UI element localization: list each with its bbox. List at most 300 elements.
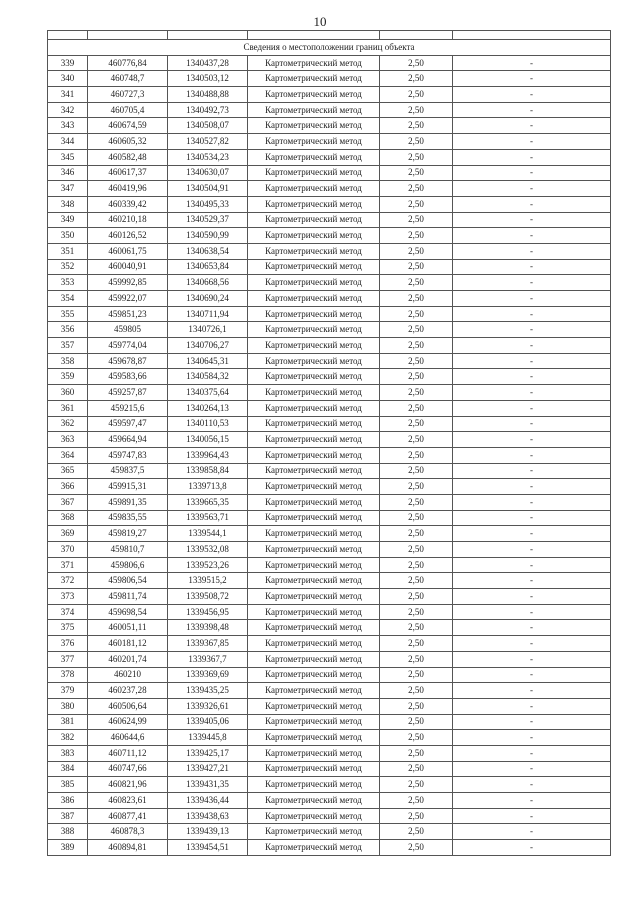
x-coordinate-cell: 459811,74 — [88, 589, 168, 605]
description-cell: - — [453, 338, 611, 354]
y-coordinate-cell: 1340110,53 — [168, 416, 248, 432]
accuracy-cell: 2,50 — [380, 526, 453, 542]
accuracy-cell: 2,50 — [380, 118, 453, 134]
method-cell: Картометрический метод — [248, 243, 380, 259]
table-row — [48, 510, 611, 526]
table-row — [48, 604, 611, 620]
table-row — [48, 400, 611, 416]
x-coordinate-cell: 459597,47 — [88, 416, 168, 432]
table-row — [48, 228, 611, 244]
point-number-cell: 343 — [48, 118, 88, 134]
accuracy-cell: 2,50 — [380, 604, 453, 620]
point-number-cell: 388 — [48, 824, 88, 840]
table-row — [48, 636, 611, 652]
table-row — [48, 306, 611, 322]
x-coordinate-cell: 460051,11 — [88, 620, 168, 636]
point-number-cell: 345 — [48, 149, 88, 165]
method-cell: Картометрический метод — [248, 730, 380, 746]
table-row — [48, 824, 611, 840]
point-number-cell: 359 — [48, 369, 88, 385]
y-coordinate-cell: 1339523,26 — [168, 557, 248, 573]
description-cell: - — [453, 683, 611, 699]
description-cell: - — [453, 730, 611, 746]
table-row — [48, 463, 611, 479]
description-cell: - — [453, 322, 611, 338]
accuracy-cell: 2,50 — [380, 71, 453, 87]
table-row — [48, 353, 611, 369]
accuracy-cell: 2,50 — [380, 87, 453, 103]
method-cell: Картометрический метод — [248, 808, 380, 824]
x-coordinate-cell: 459835,55 — [88, 510, 168, 526]
description-cell: - — [453, 840, 611, 856]
y-coordinate-cell: 1340508,07 — [168, 118, 248, 134]
y-coordinate-cell: 1339964,43 — [168, 447, 248, 463]
table-row — [48, 793, 611, 809]
point-number-cell: 342 — [48, 102, 88, 118]
accuracy-cell: 2,50 — [380, 557, 453, 573]
x-coordinate-cell: 460419,96 — [88, 181, 168, 197]
point-number-cell: 378 — [48, 667, 88, 683]
description-cell: - — [453, 667, 611, 683]
y-coordinate-cell: 1339427,21 — [168, 761, 248, 777]
table-row — [48, 149, 611, 165]
table-top-strip — [48, 31, 611, 40]
method-cell: Картометрический метод — [248, 259, 380, 275]
point-number-cell: 379 — [48, 683, 88, 699]
y-coordinate-cell: 1339438,63 — [168, 808, 248, 824]
description-cell: - — [453, 212, 611, 228]
method-cell: Картометрический метод — [248, 338, 380, 354]
table-row — [48, 212, 611, 228]
x-coordinate-cell: 460506,64 — [88, 698, 168, 714]
x-coordinate-cell: 460061,75 — [88, 243, 168, 259]
y-coordinate-cell: 1339405,06 — [168, 714, 248, 730]
y-coordinate-cell: 1340534,23 — [168, 149, 248, 165]
point-number-cell: 353 — [48, 275, 88, 291]
table-row — [48, 447, 611, 463]
method-cell: Картометрический метод — [248, 651, 380, 667]
point-number-cell: 376 — [48, 636, 88, 652]
y-coordinate-cell: 1340504,91 — [168, 181, 248, 197]
accuracy-cell: 2,50 — [380, 620, 453, 636]
y-coordinate-cell: 1340584,32 — [168, 369, 248, 385]
accuracy-cell: 2,50 — [380, 134, 453, 150]
table-row — [48, 369, 611, 385]
y-coordinate-cell: 1339431,35 — [168, 777, 248, 793]
accuracy-cell: 2,50 — [380, 275, 453, 291]
x-coordinate-cell: 459747,83 — [88, 447, 168, 463]
y-coordinate-cell: 1339367,7 — [168, 651, 248, 667]
accuracy-cell: 2,50 — [380, 824, 453, 840]
description-cell: - — [453, 87, 611, 103]
point-number-cell: 368 — [48, 510, 88, 526]
y-coordinate-cell: 1339515,2 — [168, 573, 248, 589]
method-cell: Картометрический метод — [248, 542, 380, 558]
point-number-cell: 374 — [48, 604, 88, 620]
point-number-cell: 385 — [48, 777, 88, 793]
description-cell: - — [453, 824, 611, 840]
point-number-cell: 361 — [48, 400, 88, 416]
table-row — [48, 730, 611, 746]
method-cell: Картометрический метод — [248, 526, 380, 542]
description-cell: - — [453, 291, 611, 307]
x-coordinate-cell: 460711,12 — [88, 745, 168, 761]
method-cell: Картометрический метод — [248, 306, 380, 322]
description-cell: - — [453, 432, 611, 448]
description-cell: - — [453, 275, 611, 291]
x-coordinate-cell: 460040,91 — [88, 259, 168, 275]
table-row — [48, 667, 611, 683]
description-cell: - — [453, 196, 611, 212]
x-coordinate-cell: 459774,04 — [88, 338, 168, 354]
y-coordinate-cell: 1340056,15 — [168, 432, 248, 448]
table-row — [48, 683, 611, 699]
method-cell: Картометрический метод — [248, 416, 380, 432]
point-number-cell: 349 — [48, 212, 88, 228]
method-cell: Картометрический метод — [248, 761, 380, 777]
method-cell: Картометрический метод — [248, 557, 380, 573]
point-number-cell: 362 — [48, 416, 88, 432]
x-coordinate-cell: 459664,94 — [88, 432, 168, 448]
method-cell: Картометрический метод — [248, 212, 380, 228]
table-row — [48, 275, 611, 291]
x-coordinate-cell: 459678,87 — [88, 353, 168, 369]
x-coordinate-cell: 460705,4 — [88, 102, 168, 118]
x-coordinate-cell: 460823,61 — [88, 793, 168, 809]
x-coordinate-cell: 460339,42 — [88, 196, 168, 212]
point-number-cell: 358 — [48, 353, 88, 369]
description-cell: - — [453, 149, 611, 165]
accuracy-cell: 2,50 — [380, 651, 453, 667]
accuracy-cell: 2,50 — [380, 730, 453, 746]
point-number-cell: 387 — [48, 808, 88, 824]
description-cell: - — [453, 620, 611, 636]
description-cell: - — [453, 651, 611, 667]
x-coordinate-cell: 460821,96 — [88, 777, 168, 793]
method-cell: Картометрический метод — [248, 667, 380, 683]
accuracy-cell: 2,50 — [380, 196, 453, 212]
y-coordinate-cell: 1340645,31 — [168, 353, 248, 369]
point-number-cell: 373 — [48, 589, 88, 605]
y-coordinate-cell: 1339425,17 — [168, 745, 248, 761]
y-coordinate-cell: 1340706,27 — [168, 338, 248, 354]
x-coordinate-cell: 460181,12 — [88, 636, 168, 652]
table-row — [48, 165, 611, 181]
point-number-cell: 351 — [48, 243, 88, 259]
y-coordinate-cell: 1340437,28 — [168, 55, 248, 71]
x-coordinate-cell: 460201,74 — [88, 651, 168, 667]
point-number-cell: 341 — [48, 87, 88, 103]
description-cell: - — [453, 463, 611, 479]
x-coordinate-cell: 460210 — [88, 667, 168, 683]
method-cell: Картометрический метод — [248, 510, 380, 526]
description-cell: - — [453, 416, 611, 432]
accuracy-cell: 2,50 — [380, 808, 453, 824]
x-coordinate-cell: 459805 — [88, 322, 168, 338]
accuracy-cell: 2,50 — [380, 714, 453, 730]
point-number-cell: 366 — [48, 479, 88, 495]
accuracy-cell: 2,50 — [380, 447, 453, 463]
point-number-cell: 381 — [48, 714, 88, 730]
point-number-cell: 354 — [48, 291, 88, 307]
method-cell: Картометрический метод — [248, 165, 380, 181]
accuracy-cell: 2,50 — [380, 259, 453, 275]
x-coordinate-cell: 460605,32 — [88, 134, 168, 150]
method-cell: Картометрический метод — [248, 134, 380, 150]
point-number-cell: 344 — [48, 134, 88, 150]
page-number: 10 — [313, 14, 327, 29]
method-cell: Картометрический метод — [248, 777, 380, 793]
method-cell: Картометрический метод — [248, 620, 380, 636]
table-row — [48, 338, 611, 354]
description-cell: - — [453, 494, 611, 510]
table-row — [48, 87, 611, 103]
x-coordinate-cell: 459891,35 — [88, 494, 168, 510]
description-cell: - — [453, 542, 611, 558]
table-row — [48, 102, 611, 118]
point-number-cell: 350 — [48, 228, 88, 244]
x-coordinate-cell: 460617,37 — [88, 165, 168, 181]
point-number-cell: 371 — [48, 557, 88, 573]
accuracy-cell: 2,50 — [380, 761, 453, 777]
accuracy-cell: 2,50 — [380, 353, 453, 369]
accuracy-cell: 2,50 — [380, 777, 453, 793]
boundary-table — [47, 30, 611, 856]
description-cell: - — [453, 181, 611, 197]
x-coordinate-cell: 459837,5 — [88, 463, 168, 479]
table-caption: Сведения о местоположении границ объекта — [48, 40, 611, 56]
table-row — [48, 589, 611, 605]
point-number-cell: 372 — [48, 573, 88, 589]
accuracy-cell: 2,50 — [380, 322, 453, 338]
x-coordinate-cell: 460748,7 — [88, 71, 168, 87]
table-row — [48, 416, 611, 432]
method-cell: Картометрический метод — [248, 87, 380, 103]
y-coordinate-cell: 1340495,33 — [168, 196, 248, 212]
x-coordinate-cell: 460237,28 — [88, 683, 168, 699]
method-cell: Картометрический метод — [248, 275, 380, 291]
point-number-cell: 377 — [48, 651, 88, 667]
table-caption-row — [48, 40, 611, 56]
y-coordinate-cell: 1339445,8 — [168, 730, 248, 746]
method-cell: Картометрический метод — [248, 494, 380, 510]
accuracy-cell: 2,50 — [380, 338, 453, 354]
description-cell: - — [453, 228, 611, 244]
method-cell: Картометрический метод — [248, 149, 380, 165]
y-coordinate-cell: 1340375,64 — [168, 385, 248, 401]
strip-cell — [88, 31, 168, 40]
description-cell: - — [453, 353, 611, 369]
table-row — [48, 761, 611, 777]
accuracy-cell: 2,50 — [380, 55, 453, 71]
table-row — [48, 557, 611, 573]
y-coordinate-cell: 1340690,24 — [168, 291, 248, 307]
method-cell: Картометрический метод — [248, 793, 380, 809]
method-cell: Картометрический метод — [248, 698, 380, 714]
method-cell: Картометрический метод — [248, 102, 380, 118]
table-row — [48, 134, 611, 150]
accuracy-cell: 2,50 — [380, 667, 453, 683]
x-coordinate-cell: 460624,99 — [88, 714, 168, 730]
x-coordinate-cell: 459583,66 — [88, 369, 168, 385]
x-coordinate-cell: 460776,84 — [88, 55, 168, 71]
description-cell: - — [453, 573, 611, 589]
table-row — [48, 698, 611, 714]
method-cell: Картометрический метод — [248, 385, 380, 401]
table-row — [48, 118, 611, 134]
table-row — [48, 196, 611, 212]
accuracy-cell: 2,50 — [380, 149, 453, 165]
description-cell: - — [453, 447, 611, 463]
x-coordinate-cell: 460878,3 — [88, 824, 168, 840]
accuracy-cell: 2,50 — [380, 510, 453, 526]
point-number-cell: 355 — [48, 306, 88, 322]
method-cell: Картометрический метод — [248, 322, 380, 338]
description-cell: - — [453, 479, 611, 495]
description-cell: - — [453, 243, 611, 259]
description-cell: - — [453, 761, 611, 777]
method-cell: Картометрический метод — [248, 118, 380, 134]
y-coordinate-cell: 1339398,48 — [168, 620, 248, 636]
description-cell: - — [453, 118, 611, 134]
method-cell: Картометрический метод — [248, 604, 380, 620]
method-cell: Картометрический метод — [248, 589, 380, 605]
accuracy-cell: 2,50 — [380, 542, 453, 558]
y-coordinate-cell: 1339369,69 — [168, 667, 248, 683]
description-cell: - — [453, 777, 611, 793]
y-coordinate-cell: 1340630,07 — [168, 165, 248, 181]
point-number-cell: 375 — [48, 620, 88, 636]
y-coordinate-cell: 1339454,51 — [168, 840, 248, 856]
table-row — [48, 432, 611, 448]
method-cell: Картометрический метод — [248, 353, 380, 369]
y-coordinate-cell: 1340668,56 — [168, 275, 248, 291]
x-coordinate-cell: 459257,87 — [88, 385, 168, 401]
accuracy-cell: 2,50 — [380, 212, 453, 228]
table-row — [48, 291, 611, 307]
description-cell: - — [453, 604, 611, 620]
method-cell: Картометрический метод — [248, 714, 380, 730]
y-coordinate-cell: 1339436,44 — [168, 793, 248, 809]
description-cell: - — [453, 134, 611, 150]
accuracy-cell: 2,50 — [380, 636, 453, 652]
table-row — [48, 745, 611, 761]
method-cell: Картометрический метод — [248, 55, 380, 71]
table-body — [48, 55, 611, 855]
point-number-cell: 367 — [48, 494, 88, 510]
y-coordinate-cell: 1339326,61 — [168, 698, 248, 714]
accuracy-cell: 2,50 — [380, 369, 453, 385]
point-number-cell: 364 — [48, 447, 88, 463]
x-coordinate-cell: 459851,23 — [88, 306, 168, 322]
y-coordinate-cell: 1339713,8 — [168, 479, 248, 495]
accuracy-cell: 2,50 — [380, 840, 453, 856]
description-cell: - — [453, 808, 611, 824]
table-row — [48, 259, 611, 275]
accuracy-cell: 2,50 — [380, 243, 453, 259]
accuracy-cell: 2,50 — [380, 479, 453, 495]
accuracy-cell: 2,50 — [380, 291, 453, 307]
strip-cell — [168, 31, 248, 40]
point-number-cell: 347 — [48, 181, 88, 197]
accuracy-cell: 2,50 — [380, 102, 453, 118]
x-coordinate-cell: 460747,66 — [88, 761, 168, 777]
accuracy-cell: 2,50 — [380, 165, 453, 181]
strip-cell — [48, 31, 88, 40]
method-cell: Картометрический метод — [248, 840, 380, 856]
description-cell: - — [453, 636, 611, 652]
method-cell: Картометрический метод — [248, 432, 380, 448]
strip-cell — [380, 31, 453, 40]
point-number-cell: 389 — [48, 840, 88, 856]
y-coordinate-cell: 1339508,72 — [168, 589, 248, 605]
boundary-table-sheet — [47, 30, 610, 856]
description-cell: - — [453, 745, 611, 761]
y-coordinate-cell: 1340529,37 — [168, 212, 248, 228]
accuracy-cell: 2,50 — [380, 589, 453, 605]
description-cell: - — [453, 385, 611, 401]
point-number-cell: 348 — [48, 196, 88, 212]
x-coordinate-cell: 459915,31 — [88, 479, 168, 495]
y-coordinate-cell: 1339456,95 — [168, 604, 248, 620]
y-coordinate-cell: 1340492,73 — [168, 102, 248, 118]
description-cell: - — [453, 102, 611, 118]
point-number-cell: 369 — [48, 526, 88, 542]
method-cell: Картометрический метод — [248, 824, 380, 840]
table-row — [48, 840, 611, 856]
strip-cell — [248, 31, 380, 40]
point-number-cell: 352 — [48, 259, 88, 275]
table-row — [48, 777, 611, 793]
accuracy-cell: 2,50 — [380, 228, 453, 244]
description-cell: - — [453, 557, 611, 573]
table-row — [48, 714, 611, 730]
x-coordinate-cell: 460210,18 — [88, 212, 168, 228]
method-cell: Картометрический метод — [248, 573, 380, 589]
y-coordinate-cell: 1340527,82 — [168, 134, 248, 150]
method-cell: Картометрический метод — [248, 228, 380, 244]
table-row — [48, 322, 611, 338]
accuracy-cell: 2,50 — [380, 494, 453, 510]
table-row — [48, 573, 611, 589]
y-coordinate-cell: 1340264,13 — [168, 400, 248, 416]
y-coordinate-cell: 1340726,1 — [168, 322, 248, 338]
description-cell: - — [453, 589, 611, 605]
x-coordinate-cell: 459215,6 — [88, 400, 168, 416]
accuracy-cell: 2,50 — [380, 683, 453, 699]
accuracy-cell: 2,50 — [380, 385, 453, 401]
point-number-cell: 380 — [48, 698, 88, 714]
x-coordinate-cell: 460126,52 — [88, 228, 168, 244]
x-coordinate-cell: 459922,07 — [88, 291, 168, 307]
point-number-cell: 383 — [48, 745, 88, 761]
table-row — [48, 181, 611, 197]
description-cell: - — [453, 714, 611, 730]
table-row — [48, 479, 611, 495]
method-cell: Картометрический метод — [248, 71, 380, 87]
point-number-cell: 346 — [48, 165, 88, 181]
method-cell: Картометрический метод — [248, 447, 380, 463]
method-cell: Картометрический метод — [248, 369, 380, 385]
table-row — [48, 55, 611, 71]
y-coordinate-cell: 1339544,1 — [168, 526, 248, 542]
accuracy-cell: 2,50 — [380, 432, 453, 448]
x-coordinate-cell: 460727,3 — [88, 87, 168, 103]
method-cell: Картометрический метод — [248, 745, 380, 761]
point-number-cell: 386 — [48, 793, 88, 809]
x-coordinate-cell: 459819,27 — [88, 526, 168, 542]
table-row — [48, 651, 611, 667]
